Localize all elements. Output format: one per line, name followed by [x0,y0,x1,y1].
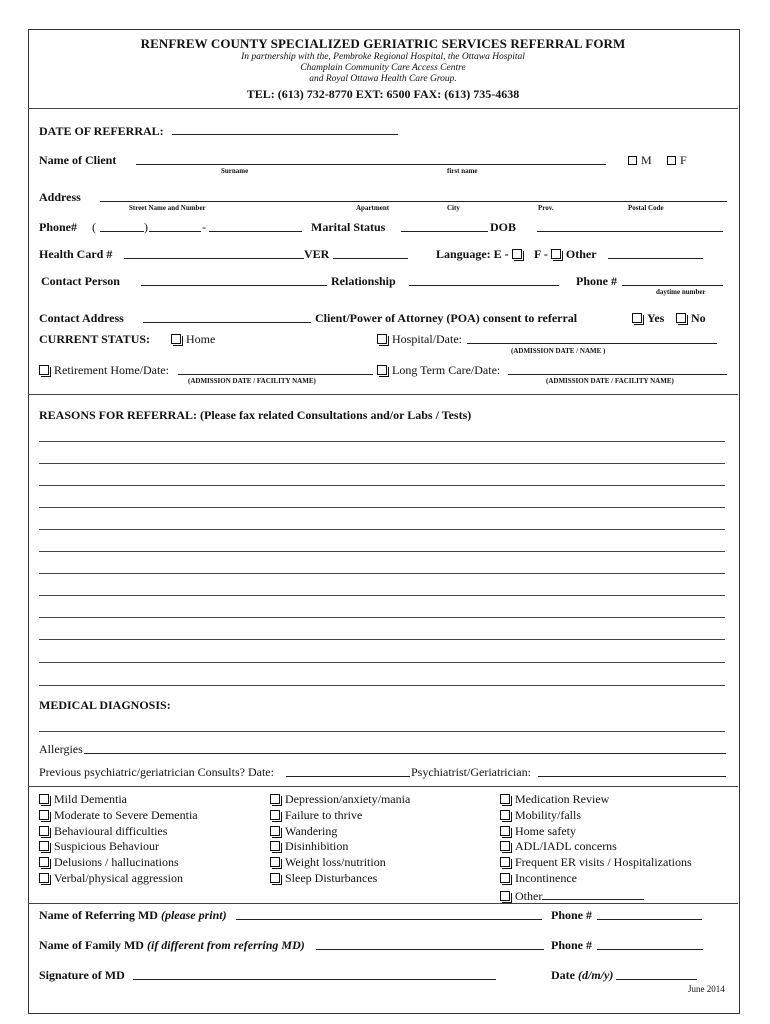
status-hospital-label: Hospital/Date: [392,332,462,346]
language-e-option[interactable] [436,247,527,262]
checklist-item[interactable] [270,792,410,808]
checkbox-icon [171,334,181,344]
if-different-note: (if different from referring MD) [146,938,305,952]
surname-caption: Surname [221,167,249,175]
checklist-item-label: Medication Review [515,792,610,806]
checkbox-icon [667,156,676,165]
referring-md-phone-field[interactable] [597,919,702,920]
family-md-phone-label: Phone # [551,938,593,952]
contact-numbers: TEL: (613) 732-8770 EXT: 6500 FAX: (613) 735-4638 [246,87,520,101]
poa-no-label: No [691,311,706,325]
checkbox-icon [270,857,280,867]
phone-label: Phone# [39,220,78,234]
checklist-item[interactable] [500,871,692,887]
checklist-item[interactable] [270,824,410,840]
checkbox-icon [676,313,686,323]
checkbox-icon [500,873,510,883]
checkbox-icon [500,794,510,804]
reasons-heading: REASONS FOR REFERRAL: (Please fax related Consultations and/or Labs / Tests) [39,408,472,422]
checkbox-icon [500,891,510,901]
dob-field[interactable] [537,231,723,232]
relationship-field[interactable] [409,285,559,286]
status-home-option[interactable] [171,332,215,347]
client-name-field[interactable] [136,164,606,165]
checkbox-icon [512,249,522,259]
checklist-item[interactable] [39,808,198,824]
header-divider [28,108,738,109]
reason-line[interactable] [39,639,725,640]
retirement-date-field[interactable] [178,374,373,375]
dob-label: DOB [490,220,517,234]
signature-label: Signature of MD [39,968,125,982]
checklist-item[interactable] [500,792,692,808]
checklist-item[interactable] [500,855,692,871]
partner-line-3: and Royal Ottawa Health Care Group. [309,74,457,84]
contact-phone-field[interactable] [622,285,723,286]
other-field[interactable] [542,887,644,900]
checklist-item-label: Other [515,888,543,903]
footer-divider [28,903,738,904]
phone-prefix-field[interactable] [149,231,201,232]
referring-md-text: Name of Referring MD [39,908,158,922]
admission-facility-caption-2: (ADMISSION DATE / FACILITY NAME) [546,377,674,385]
ver-label: VER [304,247,330,261]
checkbox-icon [500,810,510,820]
sex-f-option[interactable] [667,153,687,168]
checkbox-icon [39,873,49,883]
reason-line[interactable] [39,463,725,464]
checklist-item[interactable] [270,808,410,824]
allergies-field[interactable] [84,753,726,754]
checkbox-icon [270,841,280,851]
previous-consults-label: Previous psychiatric/geriatrician Consults? Date: [39,765,274,779]
allergies-label: Allergies [39,742,83,756]
partner-line-1: In partnership with the, Pembroke Regional Hospital, the Ottawa Hospital [241,52,525,62]
checklist-item[interactable] [39,871,198,887]
checkbox-icon [39,810,49,820]
date-format-note: (d/m/y) [578,968,614,982]
checkbox-icon [270,794,280,804]
checklist-col-1 [39,792,198,887]
reason-line[interactable] [39,662,725,663]
poa-yes-option[interactable] [632,311,664,326]
referring-md-field[interactable] [236,919,542,920]
checklist-item[interactable] [500,839,692,855]
address-field[interactable] [100,201,727,202]
family-md-phone-field[interactable] [597,949,703,950]
reason-line[interactable] [39,595,725,596]
status-hospital-option[interactable] [377,332,462,347]
reason-line[interactable] [39,529,725,530]
checklist-item-label: Frequent ER visits / Hospitalizations [515,855,692,870]
checklist-item[interactable] [39,855,198,871]
reason-line[interactable] [39,485,725,486]
checkbox-icon [39,857,49,867]
status-ltc-label: Long Term Care/Date: [392,363,501,377]
checklist-item[interactable] [39,792,198,808]
family-md-field[interactable] [316,949,544,950]
health-card-label: Health Card # [39,247,113,261]
psychiatrist-label: Psychiatrist/Geriatrician: [411,765,531,779]
first-name-caption: first name [447,167,478,175]
please-print-note: (please print) [160,908,227,922]
sex-f-label: F [680,153,687,167]
family-md-label [39,938,305,953]
referring-md-phone-label: Phone # [551,908,593,922]
language-other-label: Other [565,247,597,261]
signature-date-field[interactable] [616,979,697,980]
status-retirement-label: Retirement Home/Date: [54,363,169,377]
ver-field[interactable] [333,258,408,259]
relationship-label: Relationship [331,274,396,288]
phone-dash: - [202,220,206,234]
checklist-item-label: Verbal/physical aggression [54,870,183,885]
partner-line-2: Champlain Community Care Access Centre [300,63,466,73]
checklist-item[interactable] [270,855,410,871]
reason-line[interactable] [39,507,725,508]
client-name-label: Name of Client [39,153,117,167]
checklist-item-label: Moderate to Severe Dementia [54,807,198,822]
ltc-date-field[interactable] [508,374,727,375]
poa-yes-label: Yes [647,311,665,325]
language-f-label: F - [534,247,548,261]
checklist-item[interactable] [500,824,692,840]
checklist-item[interactable] [500,808,692,824]
checklist-item-label: Behavioural difficulties [54,823,168,838]
medical-diagnosis-heading: MEDICAL DIAGNOSIS: [39,698,171,712]
phone-close-paren: ) [144,220,148,234]
daytime-number-caption: daytime number [656,288,706,296]
previous-consults-date-field[interactable] [286,776,410,777]
marital-status-label: Marital Status [311,220,386,234]
contact-phone-label: Phone # [576,274,618,288]
date-of-referral-label: DATE OF REFERRAL: [39,124,164,138]
status-ltc-option[interactable] [377,363,500,378]
checkbox-icon [632,313,642,323]
admission-date-name-caption: (ADMISSION DATE / NAME ) [511,347,606,355]
language-other-field[interactable] [608,258,703,259]
sex-m-label: M [641,153,652,167]
checklist-col-2 [270,792,410,887]
postal-code-caption: Postal Code [628,204,664,212]
checklist-item[interactable] [270,839,410,855]
status-home-label: Home [186,332,216,346]
contact-address-label: Contact Address [39,311,124,325]
checkbox-icon [39,794,49,804]
date-of-referral-field[interactable] [172,134,398,135]
checklist-item[interactable] [270,871,410,887]
current-status-label: CURRENT STATUS: [39,332,151,346]
checklist-item-label: Wandering [285,823,338,838]
hospital-date-field[interactable] [467,343,717,344]
sex-m-option[interactable] [628,153,652,168]
area-code-field[interactable] [100,231,144,232]
revision-date: June 2014 [688,984,725,994]
form-title: RENFREW COUNTY SPECIALIZED GERIATRIC SERVICES REFERRAL FORM [140,36,626,51]
marital-status-field[interactable] [401,231,488,232]
checklist-item-label: ADL/IADL concerns [515,839,617,854]
phone-open-paren: ( [92,220,96,234]
reason-line[interactable] [39,685,725,686]
checklist-item-label: Delusions / hallucinations [54,855,179,870]
poa-consent-label: Client/Power of Attorney (POA) consent to referral [315,311,578,325]
reason-line[interactable] [39,441,725,442]
reason-line[interactable] [39,551,725,552]
checklist-item-label: Incontinence [515,870,577,885]
checkbox-icon [551,249,561,259]
checklist-item-label: Weight loss/nutrition [285,855,386,870]
checklist-divider [28,786,738,787]
checklist-item-label: Sleep Disturbances [285,870,378,885]
status-retirement-option[interactable] [39,363,169,378]
checkbox-icon [39,826,49,836]
checkbox-icon [270,826,280,836]
admission-facility-caption: (ADMISSION DATE / FACILITY NAME) [188,377,316,385]
reason-line[interactable] [39,573,725,574]
checklist-item-other[interactable] [500,887,692,905]
diagnosis-line[interactable] [39,731,725,732]
checkbox-icon [270,810,280,820]
checklist-item-label: Depression/anxiety/mania [285,792,411,806]
prov-caption: Prov. [538,204,554,212]
phone-line-field[interactable] [209,231,302,232]
checkbox-icon [377,365,387,375]
checklist-item-label: Home safety [515,823,576,838]
checklist-item-label: Disinhibition [285,839,349,854]
checkbox-icon [500,857,510,867]
apartment-caption: Apartment [356,204,390,212]
checkbox-icon [500,826,510,836]
date-text: Date [551,968,575,982]
section-divider [28,394,738,395]
language-f-option[interactable] [534,247,597,262]
checklist-item-label: Mild Dementia [54,792,127,806]
poa-no-option[interactable] [676,311,706,326]
psychiatrist-field[interactable] [538,776,726,777]
referring-md-label [39,908,227,923]
checklist-item[interactable] [39,839,198,855]
checkbox-icon [500,841,510,851]
date-label [551,968,613,983]
checkbox-icon [270,873,280,883]
street-caption: Street Name and Number [129,204,206,212]
address-label: Address [39,190,81,204]
checklist-item-label: Failure to thrive [285,807,363,822]
checkbox-icon [39,365,49,375]
reason-line[interactable] [39,617,725,618]
checklist-item-label: Suspicious Behaviour [54,839,159,854]
contact-person-label: Contact Person [41,274,120,288]
checklist-item-label: Mobility/falls [515,807,581,822]
checkbox-icon [39,841,49,851]
health-card-field[interactable] [124,258,304,259]
city-caption: City [447,204,460,212]
checklist-col-3 [500,792,692,905]
language-label: Language: E - [436,247,509,261]
family-md-text: Name of Family MD [39,938,144,952]
checkbox-icon [628,156,637,165]
contact-person-field[interactable] [141,285,327,286]
contact-address-field[interactable] [143,322,311,323]
checklist-item[interactable] [39,824,198,840]
signature-field[interactable] [133,979,496,980]
checkbox-icon [377,334,387,344]
